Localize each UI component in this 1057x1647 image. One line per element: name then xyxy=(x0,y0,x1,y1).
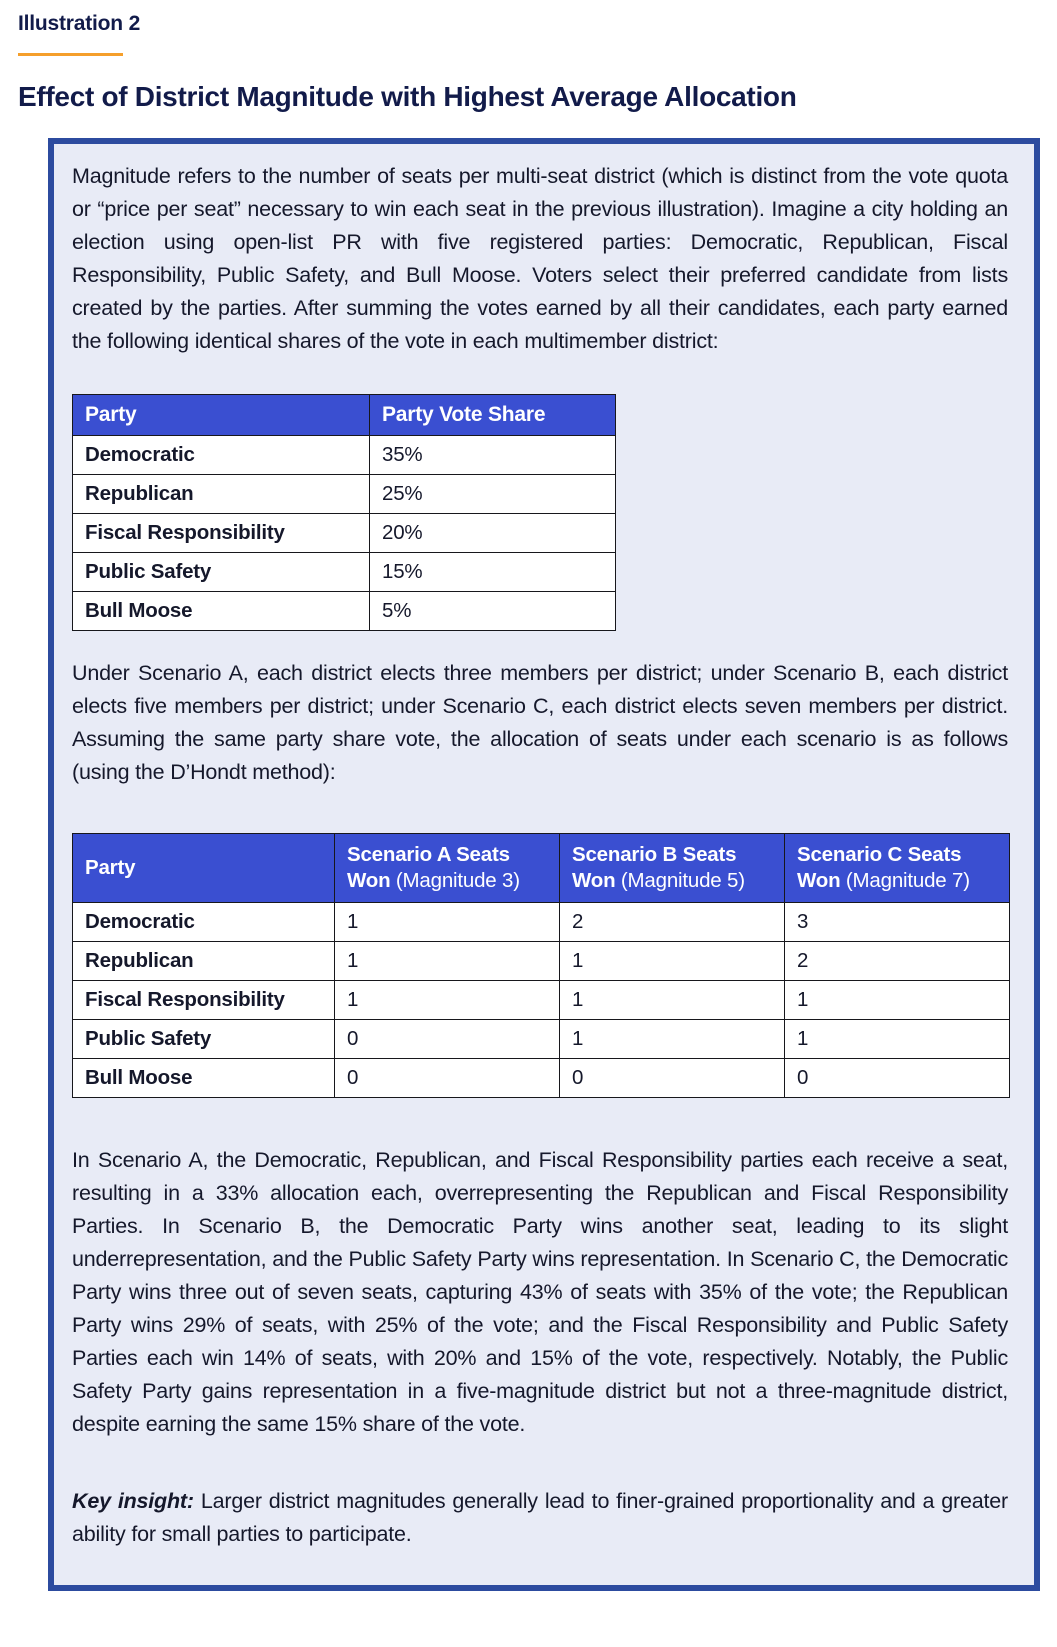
table-row xyxy=(73,1020,1010,1059)
key-insight-label: Key insight: xyxy=(72,1489,194,1513)
table-row xyxy=(73,942,1010,981)
seats-header-magnitude: (Magnitude 7) xyxy=(840,869,970,892)
page-title: Effect of District Magnitude with Highest Average Allocation xyxy=(18,81,797,112)
seats-cell: 1 xyxy=(785,981,1010,1020)
seats-header-bold: Scenario A Seats Won xyxy=(347,843,510,892)
seats-header-party: Party xyxy=(73,834,335,903)
party-name-cell: Public Safety xyxy=(73,553,370,592)
seats-cell: 2 xyxy=(785,942,1010,981)
seats-header-scenario-c xyxy=(785,834,1010,903)
key-insight xyxy=(72,1485,1008,1551)
accent-rule xyxy=(18,53,123,56)
seats-cell: 2 xyxy=(560,903,785,942)
party-name-cell: Republican xyxy=(73,475,370,514)
party-name-cell: Public Safety xyxy=(73,1020,335,1059)
party-name-cell: Democratic xyxy=(73,903,335,942)
vote-share-header-row xyxy=(73,395,616,436)
seats-cell: 1 xyxy=(335,942,560,981)
vote-share-cell: 20% xyxy=(370,514,616,553)
key-insight-text: Larger district magnitudes generally lead to finer-grained proportionality and a greater ability for small parties to participate. xyxy=(72,1489,1009,1546)
analysis-paragraph: In Scenario A, the Democratic, Republican, and Fiscal Responsibility parties each receive a seat, resulting in a 33% allocation each, overrepresenting the Republican and Fiscal Responsibility Parties. In Scenario B, the Democratic Party wins another seat, leading to its slight underrepresentation, and the Public Safety Party wins representation. In Scenario C, the Democratic Party wins three out of seven seats, capturing 43% of seats with 35% of the vote; the Republican Party wins 29% of seats, with 25% of the vote; and the Fiscal Responsibility and Public Safety Parties each win 14% of seats, with 20% and 15% of the vote, respectively. Notably, the Public Safety Party gains representation in a five-magnitude district but not a three-magnitude district, despite earning the same 15% share of the vote. xyxy=(72,1148,1008,1436)
seats-cell: 0 xyxy=(335,1020,560,1059)
party-name-cell: Bull Moose xyxy=(73,1059,335,1098)
scenario-paragraph: Under Scenario A, each district elects three members per district; under Scenario B, each district elects five members per district; under Scenario C, each district elects seven members per district. Assuming the same party share vote, the allocation of seats under each scenario is as follows (using the D’Hondt method): xyxy=(72,661,1008,784)
seats-header-magnitude: (Magnitude 3) xyxy=(390,869,520,892)
vote-share-header-party: Party xyxy=(73,395,370,436)
vote-share-header-share: Party Vote Share xyxy=(370,395,616,436)
seats-cell: 1 xyxy=(560,1020,785,1059)
vote-share-cell: 15% xyxy=(370,553,616,592)
seats-cell: 1 xyxy=(335,981,560,1020)
vote-share-table xyxy=(72,394,616,631)
table-row xyxy=(73,1059,1010,1098)
table-row xyxy=(73,981,1010,1020)
party-name-cell: Democratic xyxy=(73,436,370,475)
vote-share-cell: 25% xyxy=(370,475,616,514)
seats-cell: 1 xyxy=(335,903,560,942)
seats-header-bold: Scenario B Seats Won xyxy=(572,843,737,892)
party-name-cell: Fiscal Responsibility xyxy=(73,981,335,1020)
party-name-cell: Fiscal Responsibility xyxy=(73,514,370,553)
seats-cell: 1 xyxy=(560,981,785,1020)
seats-cell: 0 xyxy=(785,1059,1010,1098)
intro-paragraph: Magnitude refers to the number of seats per multi-seat district (which is distinct from the vote quota or “price per seat” necessary to win each seat in the previous illustration). Imagine a city holding an election using open-list PR with five registered parties: Democratic, Republican, Fiscal Responsibility, Public Safety, and Bull Moose. Voters select their preferred candidate from lists created by the parties. After summing the votes earned by all their candidates, each party earned the following identical shares of the vote in each multimember district: xyxy=(72,164,1008,353)
table-row xyxy=(73,475,616,514)
seats-cell: 0 xyxy=(560,1059,785,1098)
seats-header-bold: Scenario C Seats Won xyxy=(797,843,962,892)
seats-header-scenario-a xyxy=(335,834,560,903)
table-row xyxy=(73,553,616,592)
table-row xyxy=(73,514,616,553)
seats-cell: 3 xyxy=(785,903,1010,942)
seats-table xyxy=(72,833,1010,1098)
seats-cell: 1 xyxy=(560,942,785,981)
table-row xyxy=(73,903,1010,942)
seats-cell: 1 xyxy=(785,1020,1010,1059)
seats-header-scenario-b xyxy=(560,834,785,903)
seats-cell: 0 xyxy=(335,1059,560,1098)
seats-header-magnitude: (Magnitude 5) xyxy=(615,869,745,892)
vote-share-cell: 35% xyxy=(370,436,616,475)
seats-header-row xyxy=(73,834,1010,903)
vote-share-cell: 5% xyxy=(370,592,616,631)
table-row xyxy=(73,592,616,631)
info-box xyxy=(48,138,1040,1591)
illustration-label: Illustration 2 xyxy=(18,12,141,35)
party-name-cell: Republican xyxy=(73,942,335,981)
party-name-cell: Bull Moose xyxy=(73,592,370,631)
table-row xyxy=(73,436,616,475)
